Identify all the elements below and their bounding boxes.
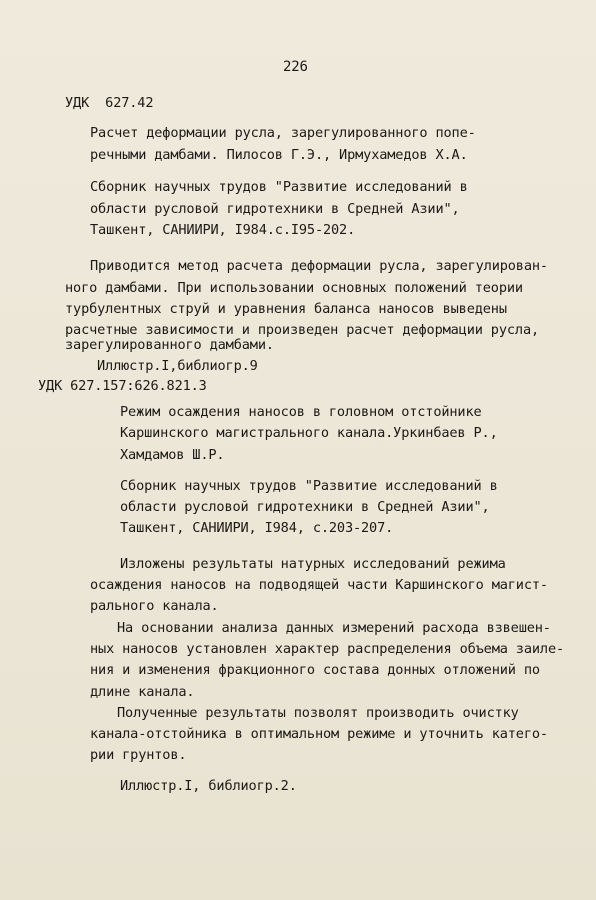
entry1-source-line-3: Ташкент, САНИИРИ, I984.с.I95-202. — [90, 222, 356, 238]
page-number: 226 — [283, 59, 308, 75]
entry2-abstract-line-1: Изложены результаты натурных исследований режима — [120, 556, 506, 572]
entry2-source-line-2: области русловой гидротехники в Средней Азии", — [120, 499, 490, 515]
entry1-abstract-line-1: Приводится метод расчета деформации русла, зарегулирован- — [90, 258, 548, 274]
entry2-abstract-line-2: осаждения наносов на подводящей части Каршинского магист- — [90, 577, 548, 593]
entry2-abstract-line-8: Полученные результаты позволят производить очистку — [117, 705, 519, 721]
entry2-abstract-line-7: длине канала. — [90, 684, 195, 700]
entry2-title-line-2: Каршинского магистрального канала.Уркинбаев Р., — [120, 425, 498, 441]
entry1-title-line-2: речными дамбами. Пилосов Г.Э., Ирмухамедов Х.А. — [90, 147, 468, 163]
entry1-abstract-line-3: турбулентных струй и уравнения баланса наносов выведены — [65, 301, 507, 317]
entry1-title-line-1: Расчет деформации русла, зарегулированного попе- — [90, 125, 476, 141]
entry2-illustrations: Иллюстр.I, библиогр.2. — [120, 778, 297, 794]
entry1-source-line-1: Сборник научных трудов "Развитие исследований в — [90, 179, 468, 195]
entry2-abstract-line-9: канала-отстойника в оптимальном режиме и уточнить катего- — [90, 726, 548, 742]
entry2-source-line-3: Ташкент, САНИИРИ, I984, с.203-207. — [120, 520, 394, 536]
entry1-udk: УДК 627.42 — [65, 95, 154, 111]
entry2-abstract-line-10: рии грунтов. — [90, 747, 187, 763]
entry1-source-line-2: области русловой гидротехники в Средней Азии", — [90, 201, 460, 217]
entry2-abstract-line-5: ных наносов установлен характер распределения объема заиле- — [90, 641, 565, 657]
entry2-abstract-line-3: рального канала. — [90, 598, 219, 614]
entry2-source-line-1: Сборник научных трудов "Развитие исследований в — [120, 478, 498, 494]
entry2-abstract-line-6: ния и изменения фракционного состава донных отложений по — [90, 662, 540, 678]
entry2-title-line-1: Режим осаждения наносов в головном отстойнике — [120, 404, 482, 420]
entry2-udk: УДК 627.157:626.821.3 — [38, 378, 207, 394]
entry1-abstract-line-5: зарегулированного дамбами. — [65, 337, 274, 353]
entry1-abstract-line-4: расчетные зависимости и произведен расчет деформации русла, — [65, 322, 540, 338]
entry2-abstract-line-4: На основании анализа данных измерений расхода взвешен- — [117, 620, 551, 636]
entry1-illustrations: Иллюстр.I,библиогр.9 — [97, 358, 258, 374]
entry1-abstract-line-2: ного дамбами. При использовании основных положений теории — [65, 280, 523, 296]
entry2-title-line-3: Хамдамов Ш.Р. — [120, 447, 225, 463]
